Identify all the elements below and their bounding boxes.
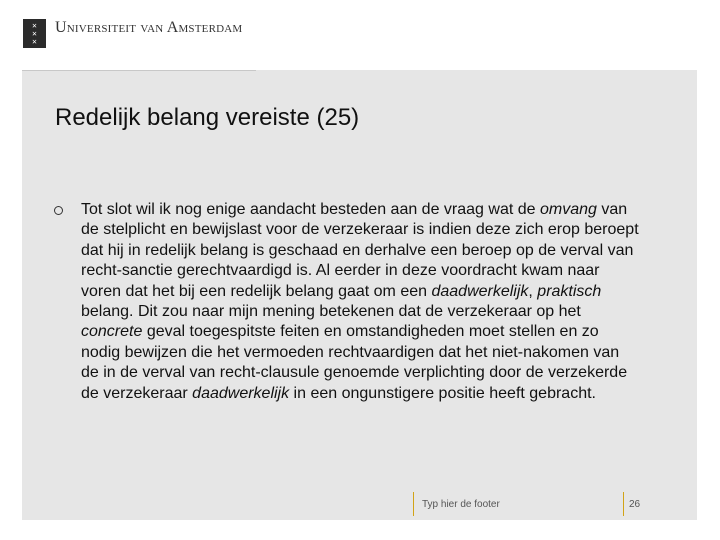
body-text-run: van de stelplicht en bewijslast voor de verzekeraar is indien deze zich erop beroept dat hij in redelijk belang is geschaad en derhalve een beroep op de verval van recht-sanctie gerechtvaardigd is. Al eerder in deze voordracht kwam naar voren dat het bij een redelijk belang gaat om een <box>81 201 639 300</box>
slide-number: 26 <box>629 499 641 510</box>
hollow-circle-bullet-icon <box>54 206 63 215</box>
footer-text: Typ hier de footer <box>422 499 500 510</box>
svg-text:✕: ✕ <box>31 38 38 46</box>
body-text-run: geval toegespitste feiten en omstandigheden moet stellen en zo nodig bewijzen die het vermoeden rechtvaardigen dat het niet-nakomen van de in de verval van recht-clausule genoemde verplichting door de verzekerde de verzekeraar <box>81 323 628 402</box>
body-text-run: in een ongunstigere positie heeft gebracht. <box>289 384 596 402</box>
footer-divider <box>623 492 624 516</box>
body-text-emphasis: daadwerkelijk <box>431 282 529 300</box>
svg-text:✕: ✕ <box>31 22 38 30</box>
body-text-run: , <box>528 282 538 300</box>
body-text-emphasis: omvang <box>539 201 597 218</box>
footer-divider <box>413 492 414 516</box>
body-text-emphasis: praktisch <box>537 282 602 300</box>
slide-title: Redelijk belang vereiste (25) <box>55 104 360 131</box>
header-divider <box>22 70 256 71</box>
organization-name: Universiteit van Amsterdam <box>55 19 243 36</box>
body-text-emphasis: concrete <box>81 323 143 341</box>
body-text-emphasis: daadwerkelijk <box>192 384 290 402</box>
slide-body-text <box>81 200 641 404</box>
svg-text:✕: ✕ <box>31 30 38 38</box>
body-text-run: belang. Dit zou naar mijn mening betekenen dat de verzekeraar op het <box>81 303 581 321</box>
university-crest-icon <box>23 19 46 48</box>
body-text-run: Tot slot wil ik nog enige aandacht besteden aan de vraag wat de <box>81 201 540 218</box>
